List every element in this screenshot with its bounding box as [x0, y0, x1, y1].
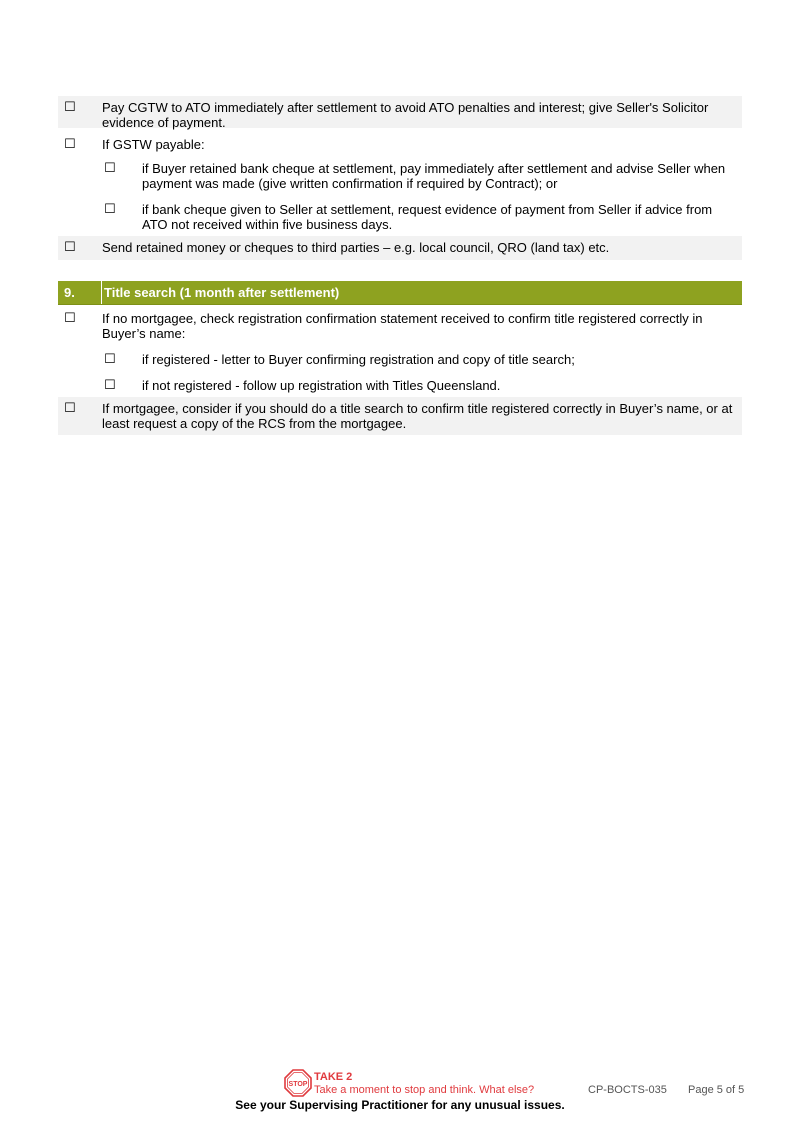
item-text: if registered - letter to Buyer confirming registration and copy of title search; — [142, 352, 575, 367]
page-footer — [0, 1066, 800, 1116]
checkbox[interactable]: ☐ — [104, 378, 116, 393]
checkbox[interactable]: ☐ — [104, 202, 116, 217]
item-text: if Buyer retained bank cheque at settlement, pay immediately after settlement and advise Seller when payment was made (give written confirmation if required by Contract); or — [142, 161, 726, 191]
section-title: Title search (1 month after settlement) — [104, 285, 340, 300]
checkbox[interactable]: ☐ — [64, 311, 76, 326]
item-text: if bank cheque given to Seller at settlement, request evidence of payment from Seller if advice from ATO not received within five business days. — [142, 202, 713, 232]
checklist-item — [58, 137, 742, 152]
item-text: If GSTW payable: — [102, 137, 205, 152]
checklist-item — [58, 96, 742, 128]
stop-sign-icon — [284, 1069, 312, 1097]
section-header — [58, 281, 742, 305]
checklist-subitem — [58, 378, 742, 393]
checklist-item — [58, 236, 742, 260]
checklist-item — [58, 397, 742, 435]
take2-message: Take a moment to stop and think. What else? — [314, 1084, 535, 1096]
item-text: Pay CGTW to ATO immediately after settlement to avoid ATO penalties and interest; give Seller's Solicitor evidence of payment. — [102, 100, 709, 130]
page-number: Page 5 of 5 — [688, 1084, 745, 1096]
checkbox[interactable]: ☐ — [64, 137, 76, 152]
section-9 — [58, 281, 742, 435]
item-text: If no mortgagee, check registration confirmation statement received to confirm title registered correctly in Buyer’s name: — [102, 311, 703, 341]
item-text: if not registered - follow up registration with Titles Queensland. — [142, 378, 501, 393]
checkbox[interactable]: ☐ — [64, 240, 76, 255]
stop-sign-label: STOP — [288, 1081, 308, 1088]
take2-heading: TAKE 2 — [314, 1071, 353, 1083]
checkbox[interactable]: ☐ — [104, 352, 116, 367]
item-text: Send retained money or cheques to third parties – e.g. local council, QRO (land tax) etc. — [102, 240, 610, 255]
checkbox[interactable]: ☐ — [64, 401, 76, 416]
checkbox[interactable]: ☐ — [64, 100, 76, 115]
checklist-subitem — [58, 352, 742, 367]
item-text: If mortgagee, consider if you should do a title search to confirm title registered correctly in Buyer’s name, or at least request a copy of the RCS from the mortgagee. — [102, 401, 733, 431]
checklist-subitem — [58, 161, 742, 191]
section-number: 9. — [58, 281, 102, 304]
checklist-top — [58, 96, 742, 260]
document-reference: CP-BOCTS-035 — [588, 1084, 667, 1096]
checklist-subitem — [58, 202, 742, 232]
checkbox[interactable]: ☐ — [104, 161, 116, 176]
checklist-item — [58, 311, 742, 341]
supervise-notice: See your Supervising Practitioner for any unusual issues. — [235, 1098, 565, 1112]
